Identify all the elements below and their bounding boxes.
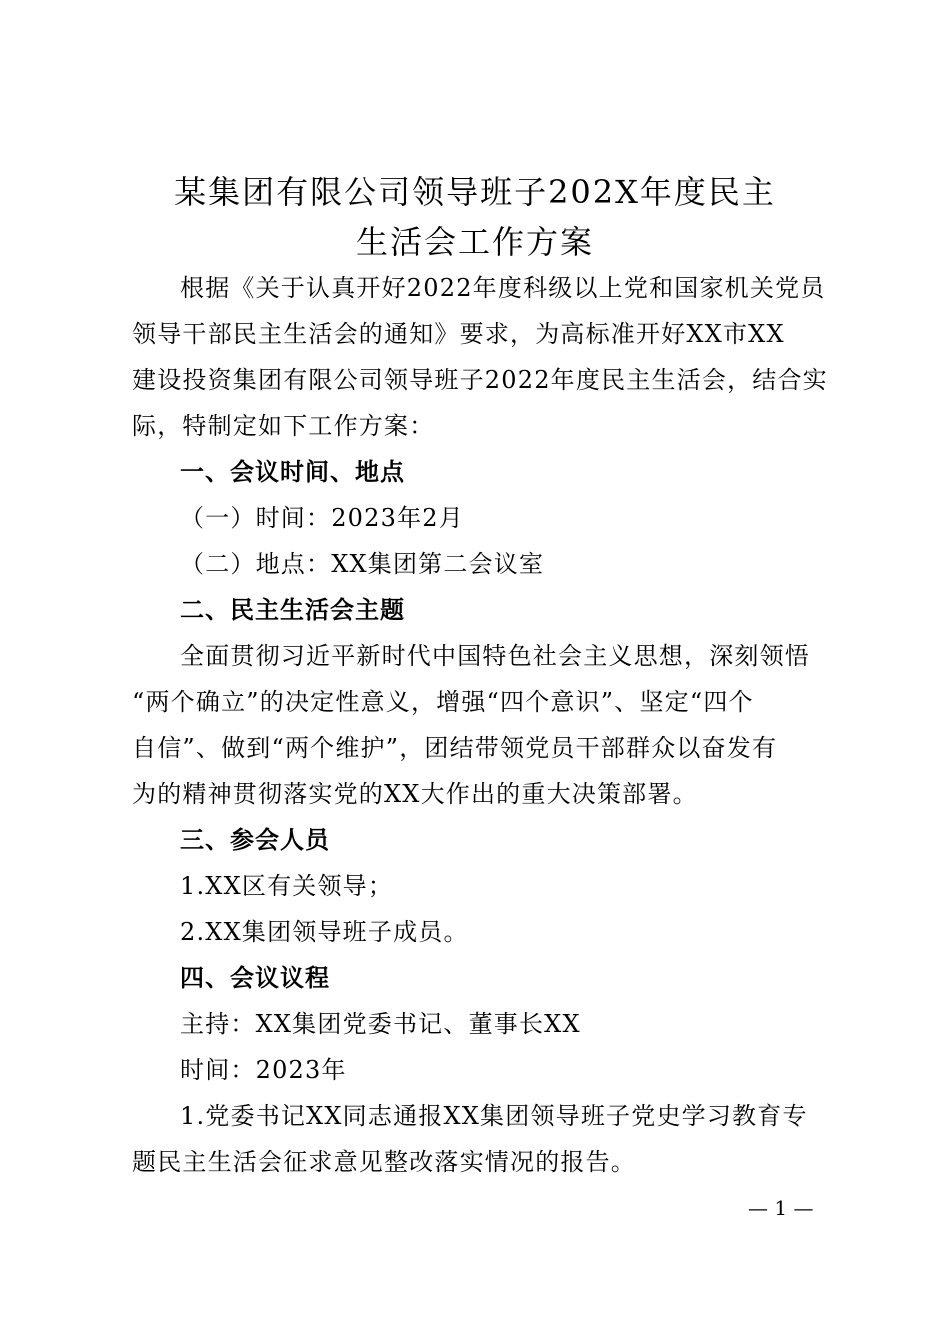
document-title-line-2: 生活会工作方案 (355, 223, 594, 261)
meeting-time: （一）时间：2023年2月 (180, 504, 464, 532)
section-heading-4: 四、会议议程 (180, 964, 330, 992)
theme-line-3: 自信”、做到“两个维护”，团结带领党员干部群众以奋发有 (132, 734, 778, 762)
agenda-time: 时间：2023年 (180, 1056, 347, 1084)
attendee-item-1: 1.XX区有关领导； (180, 872, 394, 900)
page-number: — 1 — (748, 1196, 814, 1220)
meeting-place: （二）地点：XX集团第二会议室 (180, 550, 545, 578)
agenda-host: 主持：XX集团党委书记、董事长XX (180, 1010, 581, 1038)
theme-line-2: “两个确立”的决定性意义，增强“四个意识”、坚定“四个 (132, 688, 754, 716)
theme-line-1: 全面贯彻习近平新时代中国特色社会主义思想，深刻领悟 (180, 642, 810, 670)
section-heading-1: 一、会议时间、地点 (180, 458, 405, 486)
agenda-item-1-line-2: 题民主生活会征求意见整改落实情况的报告。 (132, 1148, 636, 1176)
document-title-line-1: 某集团有限公司领导班子202X年度民主 (174, 173, 776, 211)
attendee-item-2: 2.XX集团领导班子成员。 (180, 918, 469, 946)
intro-line-4: 际，特制定如下工作方案： (132, 412, 435, 440)
intro-line-2: 领导干部民主生活会的通知》要求，为高标准开好XX市XX (132, 320, 785, 348)
section-heading-2: 二、民主生活会主题 (180, 596, 405, 624)
theme-line-4: 为的精神贯彻落实党的XX大作出的重大决策部署。 (132, 780, 698, 808)
intro-line-1: 根据《关于认真开好2022年度科级以上党和国家机关党员 (180, 274, 826, 302)
intro-line-3: 建设投资集团有限公司领导班子2022年度民主生活会，结合实 (132, 366, 828, 394)
agenda-item-1-line-1: 1.党委书记XX同志通报XX集团领导班子党史学习教育专 (180, 1102, 808, 1130)
section-heading-3: 三、参会人员 (180, 826, 330, 854)
